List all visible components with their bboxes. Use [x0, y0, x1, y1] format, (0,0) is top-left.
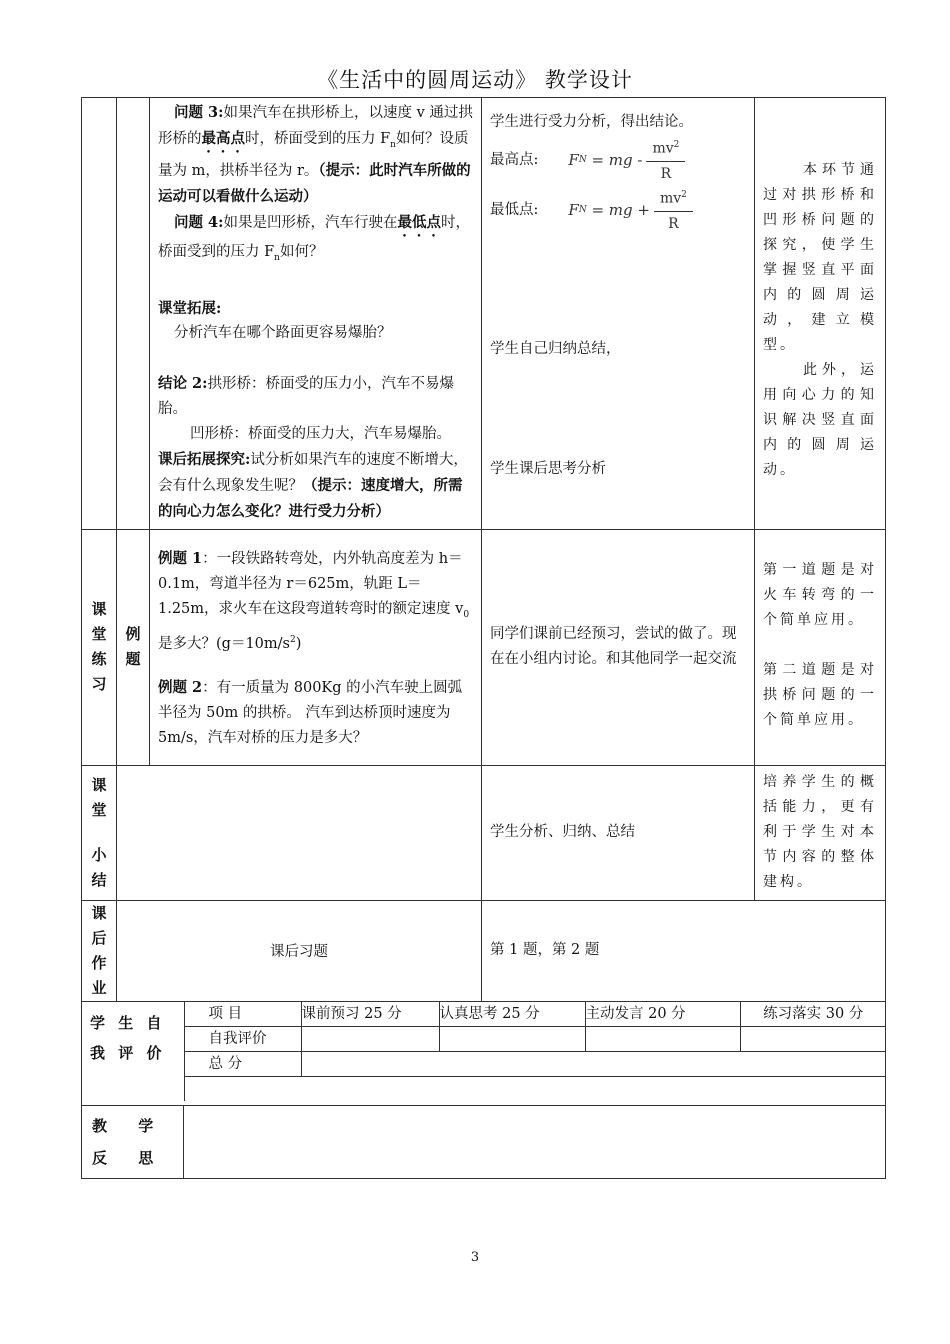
- eval-total-value: [301, 1051, 886, 1076]
- reflection-label: 教 学 反 思: [82, 1106, 184, 1178]
- eval-header-preview: 课前预习 25 分: [301, 1002, 439, 1027]
- row-summary: [82, 765, 886, 900]
- summary-student-text: 学生分析、归纳、总结: [490, 824, 635, 841]
- question-4: 问题 4:如果是凹形桥，汽车行驶在最低点时，桥面受到的压力 $F_n$如何？: [158, 213, 470, 263]
- document-title: 《生活中的圆周运动》 教学设计: [317, 68, 633, 92]
- student-summary-text: 学生自己归纳总结，: [490, 341, 621, 357]
- formula-lowest-expr: F N = mg + $\frac{mv^2}{R}$: [568, 183, 693, 238]
- homework-content-cell: [117, 900, 482, 1001]
- practice-note-1: 第一道题是对火车转弯的一个简单应用。: [763, 561, 877, 628]
- eval-self-thinking: [439, 1026, 585, 1051]
- row-questions: [82, 98, 886, 530]
- student-think-text: 学生课后思考分析: [490, 461, 606, 477]
- conclusion-2-b: 凹形桥：桥面受的压力大，汽车易爆胎。: [190, 425, 451, 442]
- student-activity-cell: [482, 98, 755, 530]
- formula-highest-expr: F N = mg - $\frac{mv^2}{R}$: [568, 133, 685, 188]
- summary-student-cell: [482, 765, 755, 900]
- design-note-2: 此外，运用向心力的知识解决竖直面内的圆周运动。: [763, 362, 877, 478]
- extension-text: 分析汽车在哪个路面更容易爆胎？: [174, 324, 392, 341]
- homework-student-cell: [482, 900, 886, 1001]
- student-analysis-text: 学生进行受力分析，得出结论。: [490, 114, 693, 130]
- eval-self-label: 自我评价: [184, 1026, 301, 1051]
- reflection-wrapper: [82, 1105, 886, 1178]
- summary-content-cell: [117, 765, 482, 900]
- eval-self-practice: [740, 1026, 886, 1051]
- lesson-plan-table: [81, 97, 886, 1179]
- self-eval-table: [82, 1002, 886, 1101]
- subsection-cell-empty: [117, 98, 150, 530]
- self-eval-label: 学 生 自 我 评 价: [82, 1002, 184, 1101]
- extension-label: 课堂拓展:: [158, 299, 222, 317]
- row-homework: [82, 900, 886, 1001]
- subsection-examples: 例题: [117, 529, 150, 765]
- eval-header-speaking: 主动发言 20 分: [585, 1002, 740, 1027]
- summary-note: 培养学生的概括能力，更有利于学生对本节内容的整体建构。: [763, 773, 877, 890]
- practice-note-cell: [755, 529, 886, 765]
- eval-header-practice: 练习落实 30 分: [740, 1002, 886, 1027]
- after-class-exploration: 课后拓展探究:试分析如果汽车的速度不断增大，会有什么现象发生呢？（提示：速度增大，所需的向心力怎么变化？进行受力分析）: [158, 450, 468, 520]
- example-1: 例题 1：一段铁路转弯处，内外轨高度差为 h＝0.1m，弯道半径为 r＝625m，轨距 L＝1.25m，求火车在这段弯道转弯时的额定速度 $v_0$是多大？$(g=10m/s^2)$: [158, 549, 470, 652]
- section-homework: 课后作业: [82, 900, 117, 1001]
- formula-lowest: 最低点: F N = mg + $\frac{mv^2}{R}$: [490, 185, 746, 235]
- conclusion-2: 结论 2:拱形桥：桥面受的压力小，汽车不易爆胎。: [158, 374, 454, 417]
- eval-total-label: 总 分: [184, 1051, 301, 1076]
- design-note-cell: [755, 98, 886, 530]
- eval-header-thinking: 认真思考 25 分: [439, 1002, 585, 1027]
- page-number: 3: [470, 1250, 480, 1265]
- section-cell-empty: [82, 98, 117, 530]
- question-3: 问题 3:如果汽车在拱形桥上，以速度 v 通过拱形桥的最高点时，桥面受到的压力 $F_n$如何？设质量为 m，拱桥半径为 r。（提示：此时汽车所做的运动可以看做什么运动）: [158, 104, 473, 205]
- examples-cell: [150, 529, 482, 765]
- section-practice: 课堂练习: [82, 529, 117, 765]
- eval-header-item: 项 目: [184, 1002, 301, 1027]
- eval-self-preview: [301, 1026, 439, 1051]
- design-note-1: 本环节通过对拱形桥和凹形桥问题的探究，使学生掌握竖直平面内的圆周运动，建立模型。: [763, 162, 877, 353]
- reflection-content: [184, 1106, 885, 1178]
- row-self-eval: [82, 1001, 886, 1105]
- eval-blank-row: [184, 1076, 886, 1101]
- section-summary: 课堂 小结: [82, 765, 117, 900]
- practice-student-cell: [482, 529, 755, 765]
- practice-note-2: 第二道题是对拱桥问题的一个简单应用。: [763, 661, 877, 728]
- self-eval-wrapper: [82, 1001, 886, 1105]
- example-2: 例题 2：有一质量为 800Kg 的小汽车驶上圆弧半径为 50m 的拱桥。 汽车到达桥顶时速度为 5m/s，汽车对桥的压力是多大？: [158, 678, 463, 746]
- teacher-activity-cell: [150, 98, 482, 530]
- row-practice: [82, 529, 886, 765]
- eval-self-speaking: [585, 1026, 740, 1051]
- homework-content: 课后习题: [270, 944, 328, 961]
- practice-student-text: 同学们课前已经预习，尝试的做了。现在在小组内讨论。和其他同学一起交流: [490, 626, 737, 668]
- summary-note-cell: [755, 765, 886, 900]
- row-reflection: [82, 1105, 886, 1178]
- homework-student-text: 第 1 题，第 2 题: [490, 942, 600, 959]
- formula-highest: 最高点: F N = mg - $\frac{mv^2}{R}$: [490, 135, 746, 185]
